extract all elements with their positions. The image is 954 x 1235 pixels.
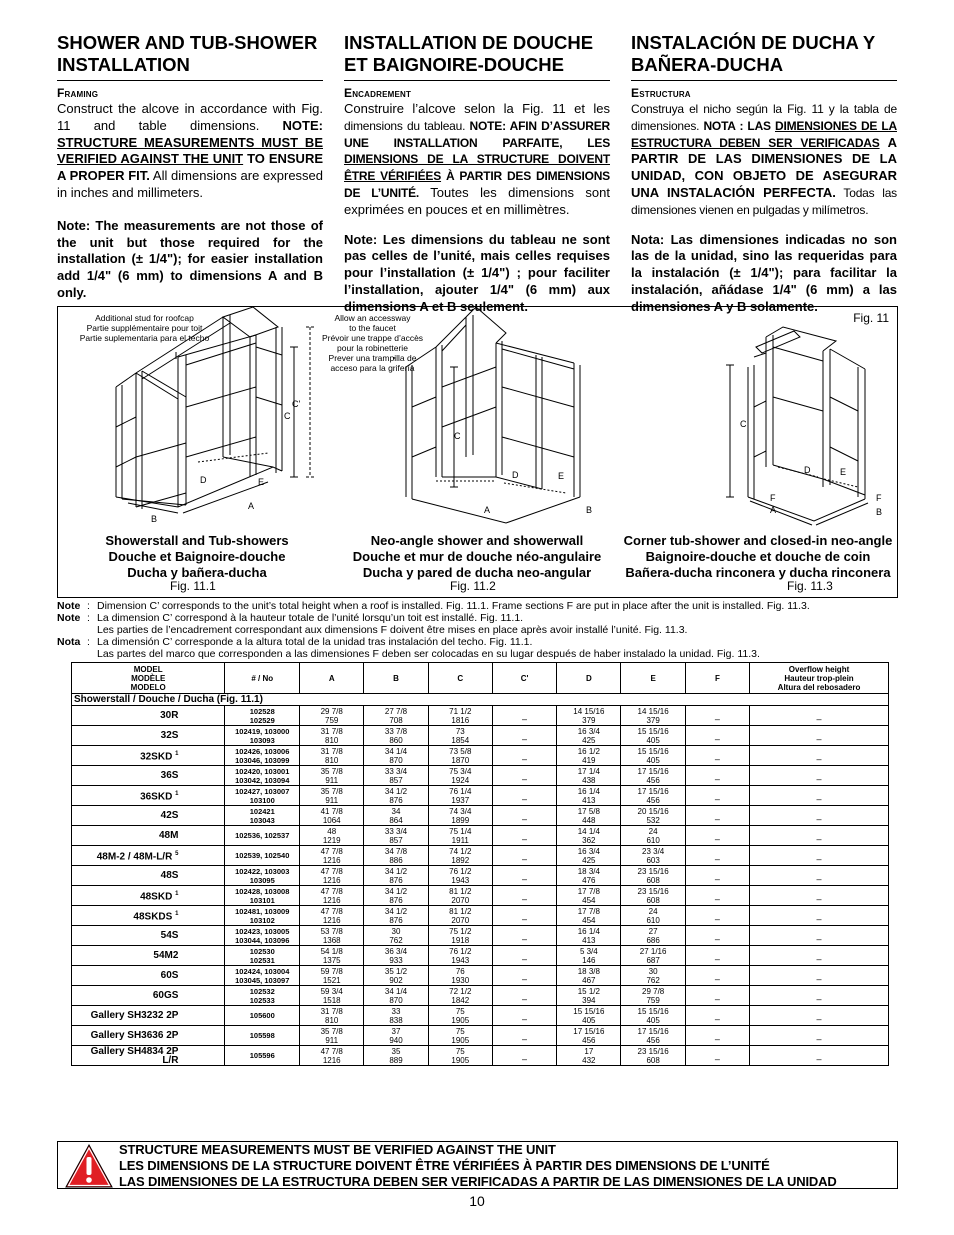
cell-e: 29 7/8 759 <box>621 986 685 1006</box>
cell-b: 34 1/4 870 <box>364 986 428 1006</box>
cell-c: 75 1/2 1918 <box>428 926 492 946</box>
cell-c-prime: – <box>492 806 556 826</box>
subhead-fr: Encadrement <box>344 86 412 100</box>
cell-d: 16 1/4 413 <box>557 786 621 806</box>
cell-c-prime: – <box>492 706 556 726</box>
cell-model: 36SKD $^1$ <box>72 786 225 806</box>
dim-label-d: D <box>512 470 519 480</box>
cell-c-prime: – <box>492 766 556 786</box>
cell-number: 102419, 103000 103093 <box>225 726 300 746</box>
subhead-es: Estructura <box>631 86 691 100</box>
cell-b: 34 1/2 876 <box>364 906 428 926</box>
header-c-prime: C' <box>492 663 556 694</box>
cell-e: 27 686 <box>621 926 685 946</box>
cell-c: 75 1905 <box>428 1046 492 1066</box>
cell-b: 33 3/4 857 <box>364 826 428 846</box>
cell-a: 35 7/8 911 <box>300 1026 364 1046</box>
cell-number: 102539, 102540 <box>225 846 300 866</box>
cell-f: – <box>685 706 749 726</box>
cell-overflow: – <box>750 966 889 986</box>
cell-c-prime: – <box>492 966 556 986</box>
cell-c-prime: – <box>492 946 556 966</box>
cell-overflow: – <box>750 746 889 766</box>
cell-a: 31 7/8 810 <box>300 1006 364 1026</box>
table-row <box>72 886 889 906</box>
dim-label-a: A <box>770 505 777 515</box>
cell-d: 16 3/4 425 <box>557 726 621 746</box>
cell-number: 102532 102533 <box>225 986 300 1006</box>
table-row <box>72 946 889 966</box>
cell-f: – <box>685 906 749 926</box>
cell-d: 15 1/2 394 <box>557 986 621 1006</box>
cell-overflow: – <box>750 1006 889 1026</box>
callout-roof-stud: Additional stud for roofcap Partie supplémentaire pour toit Partie suplementaria para el techo <box>79 313 210 343</box>
cell-overflow: – <box>750 866 889 886</box>
cell-model: 42S <box>72 806 225 826</box>
cell-a: 54 1/8 1375 <box>300 946 364 966</box>
cell-c: 75 1905 <box>428 1006 492 1026</box>
cell-d: 15 15/16 405 <box>557 1006 621 1026</box>
cell-model: 48S <box>72 866 225 886</box>
cell-b: 34 864 <box>364 806 428 826</box>
cell-e: 17 15/16 456 <box>621 1026 685 1046</box>
note-row: Note : Dimension C’ corresponds to the unit’s total height when a roof is installed. Fig. 11.1. Frame sections F are put in place after the unit is installed. Fig. 11.3. <box>57 600 810 612</box>
fig-ref-11-2: Fig. 11.2 <box>450 579 496 593</box>
figure-11-1 <box>58 307 336 597</box>
cell-f: – <box>685 946 749 966</box>
cell-e: 15 15/16 405 <box>621 1006 685 1026</box>
cell-a: 31 7/8 810 <box>300 726 364 746</box>
dimension-table <box>71 662 889 1066</box>
cell-d: 18 3/8 467 <box>557 966 621 986</box>
dim-label-d: D <box>804 465 811 475</box>
table-row <box>72 826 889 846</box>
fig-ref-11-3: Fig. 11.3 <box>787 579 833 593</box>
intro-columns <box>57 32 899 314</box>
table-header-row <box>72 663 889 694</box>
cell-overflow: – <box>750 946 889 966</box>
cell-number: 102422, 103003 103095 <box>225 866 300 886</box>
header-c: C <box>428 663 492 694</box>
cell-a: 47 7/8 1216 <box>300 906 364 926</box>
fig-ref-11-1: Fig. 11.1 <box>170 579 216 593</box>
cell-d: 17 15/16 456 <box>557 1026 621 1046</box>
paragraph-es: Construya el nicho según la Fig. 11 y la tabla de dimensiones. NOTA : LAS DIMENSIONES DE LA ESTRUCTURA DEBEN SER VERIFICADAS A PARTIR DE LAS DIMENSIONES DE LA UNIDAD, CON OBJETO DE ASEGURAR UNA INSTALACIÓN PERFECTA. Todas las dimensiones vienen en pulgadas y milímetros. <box>631 102 897 217</box>
cell-e: 17 15/16 456 <box>621 786 685 806</box>
header-a: A <box>300 663 364 694</box>
note-en: Note: The measurements are not those of the unit but those required for the installation (± 1/4"); for easier installation add 1/4" (6 mm) to dimensions A and B only. <box>57 217 323 300</box>
dim-label-e: E <box>258 477 265 487</box>
table-row <box>72 966 889 986</box>
cell-c-prime: – <box>492 826 556 846</box>
cell-number: 102426, 103006 103046, 103099 <box>225 746 300 766</box>
table-row <box>72 786 889 806</box>
cell-c: 75 1/4 1911 <box>428 826 492 846</box>
cell-d: 5 3/4 146 <box>557 946 621 966</box>
cell-number: 102536, 102537 <box>225 826 300 846</box>
table-section-row: Showerstall / Douche / Ducha (Fig. 11.1) <box>72 694 889 706</box>
cell-model: Gallery SH4834 2P L/R <box>72 1046 225 1066</box>
cell-a: 53 7/8 1368 <box>300 926 364 946</box>
cell-e: 27 1/16 687 <box>621 946 685 966</box>
note-row: Las partes del marco que corresponden a las dimensiones F deben ser colocadas en su lugar después de haber instalado la unidad. Fig. 11.3. <box>97 648 760 660</box>
dim-label-c: C <box>454 431 461 441</box>
cell-c: 81 1/2 2070 <box>428 906 492 926</box>
cell-c: 72 1/2 1842 <box>428 986 492 1006</box>
header-model: MODEL MODÈLE MODELO <box>72 663 225 694</box>
callout-faucet-access: Allow an accessway to the faucet Prévoir une trappe d’accès pour la robinetterie Prever una trampilla de acceso para la grifería <box>321 313 424 373</box>
cell-f: – <box>685 846 749 866</box>
cell-e: 24 610 <box>621 826 685 846</box>
cell-f: – <box>685 886 749 906</box>
dim-label-f-right: F <box>876 493 882 503</box>
cell-c-prime: – <box>492 846 556 866</box>
cell-number: 102420, 103001 103042, 103094 <box>225 766 300 786</box>
cell-c: 74 1/2 1892 <box>428 846 492 866</box>
cell-overflow: – <box>750 826 889 846</box>
cell-c: 76 1/2 1943 <box>428 946 492 966</box>
caption-11-1: Showerstall and Tub-showers Douche et Baignoire-douche Ducha y bañera-ducha <box>105 533 289 580</box>
table-row <box>72 806 889 826</box>
cell-a: 59 3/4 1518 <box>300 986 364 1006</box>
cell-f: – <box>685 986 749 1006</box>
cell-c-prime: – <box>492 1026 556 1046</box>
dim-label-d: D <box>200 475 207 485</box>
cell-c-prime: – <box>492 926 556 946</box>
cell-overflow: – <box>750 886 889 906</box>
cell-model: 36S <box>72 766 225 786</box>
column-english <box>57 32 323 302</box>
cell-model: 60GS <box>72 986 225 1006</box>
dim-label-c-prime: C' <box>292 399 301 409</box>
cell-c: 73 1854 <box>428 726 492 746</box>
cell-model: 54S <box>72 926 225 946</box>
note-fr: Note: Les dimensions du tableau ne sont pas celles de l’unité, mais celles requises pour l’installation (± 1/4") ; pour faciliter l’installation, ajouter 1/4" (6 mm) aux dimensions A et B seulement. <box>344 231 610 314</box>
paragraph-en: Construct the alcove in accordance with Fig. 11 and table dimensions. NOTE: STRUCTURE MEASUREMENTS MUST BE VERIFIED AGAINST THE UNIT TO ENSURE A PROPER FIT. All dimensions are expressed in inches and millimeters. <box>57 101 324 200</box>
cell-number: 102421 103043 <box>225 806 300 826</box>
header-number: # / No <box>225 663 300 694</box>
table-row <box>72 866 889 886</box>
framing-drawing-neo-angle <box>336 307 618 537</box>
cell-c-prime: – <box>492 886 556 906</box>
cell-number: 102427, 103007 103100 <box>225 786 300 806</box>
cell-model: 48SKDS $^1$ <box>72 906 225 926</box>
cell-a: 35 7/8 911 <box>300 786 364 806</box>
cell-overflow: – <box>750 926 889 946</box>
cell-b: 36 3/4 933 <box>364 946 428 966</box>
cell-c-prime: – <box>492 726 556 746</box>
cell-c: 75 1905 <box>428 1026 492 1046</box>
cell-f: – <box>685 966 749 986</box>
cell-model: Gallery SH3636 2P <box>72 1026 225 1046</box>
cell-c: 75 3/4 1924 <box>428 766 492 786</box>
dim-label-a: A <box>248 501 255 511</box>
cell-e: 24 610 <box>621 906 685 926</box>
cell-overflow: – <box>750 766 889 786</box>
cell-b: 30 762 <box>364 926 428 946</box>
cell-f: – <box>685 1026 749 1046</box>
cell-c-prime: – <box>492 1006 556 1026</box>
warning-triangle-icon <box>64 1143 114 1189</box>
cell-e: 15 15/16 405 <box>621 726 685 746</box>
cell-number: 105600 <box>225 1006 300 1026</box>
cell-f: – <box>685 726 749 746</box>
cell-number: 102428, 103008 103101 <box>225 886 300 906</box>
cell-number: 102530 102531 <box>225 946 300 966</box>
cell-a: 47 7/8 1216 <box>300 1046 364 1066</box>
cell-f: – <box>685 806 749 826</box>
cell-b: 35 1/2 902 <box>364 966 428 986</box>
cell-a: 29 7/8 759 <box>300 706 364 726</box>
figure-label: Fig. 11 <box>853 311 889 325</box>
page-number: 10 <box>469 1193 485 1209</box>
cell-overflow: – <box>750 726 889 746</box>
table-row <box>72 846 889 866</box>
figure-11-3 <box>618 307 898 597</box>
cell-e: 14 15/16 379 <box>621 706 685 726</box>
cell-model: 48SKD $^1$ <box>72 886 225 906</box>
cell-e: 23 3/4 603 <box>621 846 685 866</box>
cell-d: 17 1/4 438 <box>557 766 621 786</box>
header-e: E <box>621 663 685 694</box>
cell-model: 30R <box>72 706 225 726</box>
table-row <box>72 1046 889 1066</box>
note-row: Note : La dimension C’ correspond à la hauteur totale de l’unité lorsqu’un toit est installé. Fig. 11.1. <box>57 612 524 624</box>
cell-overflow: – <box>750 786 889 806</box>
cell-b: 35 889 <box>364 1046 428 1066</box>
dim-label-a: A <box>484 505 491 515</box>
cell-d: 17 7/8 454 <box>557 886 621 906</box>
cell-f: – <box>685 826 749 846</box>
dim-label-b: B <box>586 505 593 515</box>
cell-c: 74 3/4 1899 <box>428 806 492 826</box>
cell-e: 20 15/16 532 <box>621 806 685 826</box>
cell-model: Gallery SH3232 2P <box>72 1006 225 1026</box>
cell-overflow: – <box>750 706 889 726</box>
cell-a: 47 7/8 1216 <box>300 886 364 906</box>
table-row <box>72 1026 889 1046</box>
cell-e: 23 15/16 608 <box>621 1046 685 1066</box>
cell-model: 60S <box>72 966 225 986</box>
cell-b: 34 1/2 876 <box>364 866 428 886</box>
cell-f: – <box>685 766 749 786</box>
section-title-en: SHOWER AND TUB-SHOWER INSTALLATION <box>57 32 323 81</box>
cell-number: 102481, 103009 103102 <box>225 906 300 926</box>
column-spanish <box>631 32 897 316</box>
caption-11-3: Corner tub-shower and closed-in neo-angle Baignoire-douche et douche de coin Bañera-ducha rinconera y ducha rinconera <box>623 533 893 580</box>
cell-model: 48M <box>72 826 225 846</box>
cell-c: 71 1/2 1816 <box>428 706 492 726</box>
cell-a: 35 7/8 911 <box>300 766 364 786</box>
dim-label-e: E <box>558 471 565 481</box>
cell-a: 59 7/8 1521 <box>300 966 364 986</box>
cell-a: 47 7/8 1216 <box>300 846 364 866</box>
cell-b: 34 1/2 876 <box>364 786 428 806</box>
cell-overflow: – <box>750 986 889 1006</box>
figure-notes <box>57 600 899 660</box>
cell-d: 14 1/4 362 <box>557 826 621 846</box>
cell-f: – <box>685 786 749 806</box>
header-f: F <box>685 663 749 694</box>
table-row <box>72 706 889 726</box>
header-overflow: Overflow height Hauteur trop-plein Altura del rebosadero <box>750 663 889 694</box>
header-d: D <box>557 663 621 694</box>
table-row <box>72 906 889 926</box>
cell-b: 33 7/8 860 <box>364 726 428 746</box>
cell-number: 105596 <box>225 1046 300 1066</box>
cell-b: 34 7/8 886 <box>364 846 428 866</box>
paragraph-fr: Construire l’alcove selon la Fig. 11 et les dimensions du tableau. NOTE: AFIN D’ASSURER UNE INSTALLATION PARFAITE, LES DIMENSIONS DE LA STRUCTURE DOIVENT ÊTRE VÉRIFIÉES À PARTIR DES DIMENSIONS DE L’UNITÉ. Toutes les dimensions sont exprimées en pouces et en millimètres. <box>344 101 611 217</box>
subhead-en: Framing <box>57 86 99 100</box>
cell-model: 48M-2 / 48M-L/R $^5$ <box>72 846 225 866</box>
table-row <box>72 726 889 746</box>
cell-d: 17 432 <box>557 1046 621 1066</box>
cell-a: 31 7/8 810 <box>300 746 364 766</box>
table-row <box>72 926 889 946</box>
cell-overflow: – <box>750 1026 889 1046</box>
cell-f: – <box>685 1046 749 1066</box>
cell-c-prime: – <box>492 906 556 926</box>
cell-b: 37 940 <box>364 1026 428 1046</box>
cell-model: 54M2 <box>72 946 225 966</box>
caption-11-2: Neo-angle shower and showerwall Douche et mur de douche néo-angulaire Ducha y pared de ducha neo-angular <box>352 533 602 580</box>
framing-drawing-corner <box>618 307 898 537</box>
note-es: Nota: Las dimensiones indicadas no son las de la unidad, sino las requeridas para la instalación (± 1/4"); para facilitar la instalación, añádase 1/4" (6 mm) a las dimensiones A y B solamente. <box>631 231 897 314</box>
dim-label-c: C <box>284 411 291 421</box>
column-french <box>344 32 610 316</box>
cell-c: 73 5/8 1870 <box>428 746 492 766</box>
cell-c: 76 1/4 1937 <box>428 786 492 806</box>
cell-d: 16 1/2 419 <box>557 746 621 766</box>
cell-c: 81 1/2 2070 <box>428 886 492 906</box>
cell-c: 76 1/2 1943 <box>428 866 492 886</box>
cell-c-prime: – <box>492 866 556 886</box>
table-row <box>72 986 889 1006</box>
dim-label-f-left: F <box>770 493 776 503</box>
dim-label-b: B <box>876 507 883 517</box>
cell-number: 102528 102529 <box>225 706 300 726</box>
warning-box <box>57 1141 898 1189</box>
cell-e: 23 15/16 608 <box>621 866 685 886</box>
cell-f: – <box>685 926 749 946</box>
cell-d: 16 1/4 413 <box>557 926 621 946</box>
table-row <box>72 1006 889 1026</box>
cell-number: 102424, 103004 103045, 103097 <box>225 966 300 986</box>
dim-label-b: B <box>151 514 158 524</box>
cell-f: – <box>685 866 749 886</box>
cell-b: 34 1/2 876 <box>364 886 428 906</box>
cell-a: 48 1219 <box>300 826 364 846</box>
cell-model: 32S <box>72 726 225 746</box>
cell-d: 17 5/8 448 <box>557 806 621 826</box>
cell-overflow: – <box>750 806 889 826</box>
cell-f: – <box>685 1006 749 1026</box>
cell-d: 16 3/4 425 <box>557 846 621 866</box>
cell-d: 14 15/16 379 <box>557 706 621 726</box>
dim-label-e: E <box>840 467 847 477</box>
figure-11-2 <box>321 307 618 597</box>
cell-e: 23 15/16 608 <box>621 886 685 906</box>
cell-b: 34 1/4 870 <box>364 746 428 766</box>
cell-f: – <box>685 746 749 766</box>
cell-b: 33 838 <box>364 1006 428 1026</box>
cell-e: 17 15/16 456 <box>621 766 685 786</box>
warning-text: STRUCTURE MEASUREMENTS MUST BE VERIFIED AGAINST THE UNIT LES DIMENSIONS DE LA STRUCTURE DOIVENT ÊTRE VÉRIFIÉES À PARTIR DES DIMENSIONS DE L’UNITÉ LAS DIMENSIONES DE LA ESTRUCTURA DEBEN SER VERIFICADAS A PARTIR DE LAS DIMENSIONES DE LA UNIDAD <box>119 1142 837 1189</box>
cell-model: 32SKD $^1$ <box>72 746 225 766</box>
table-row <box>72 766 889 786</box>
dim-label-c: C <box>740 419 747 429</box>
figure-11-box <box>57 306 898 598</box>
cell-c-prime: – <box>492 786 556 806</box>
framing-drawing-alcove <box>58 307 336 537</box>
cell-number: 105598 <box>225 1026 300 1046</box>
header-b: B <box>364 663 428 694</box>
cell-overflow: – <box>750 906 889 926</box>
cell-overflow: – <box>750 1046 889 1066</box>
cell-number: 102423, 103005 103044, 103096 <box>225 926 300 946</box>
cell-b: 27 7/8 708 <box>364 706 428 726</box>
cell-d: 17 7/8 454 <box>557 906 621 926</box>
note-row: Les parties de l’encadrement correspondant aux dimensions F doivent être mises en place après avoir installé l’unité. Fig. 11.3. <box>97 624 688 636</box>
note-row: Nota : La dimensión C’ corresponde a la altura total de la unidad tras instalación del techo. Fig. 11.1. <box>57 636 533 648</box>
cell-c-prime: – <box>492 986 556 1006</box>
cell-overflow: – <box>750 846 889 866</box>
cell-a: 41 7/8 1064 <box>300 806 364 826</box>
section-title-es: INSTALACIÓN DE DUCHA Y BAÑERA-DUCHA <box>631 32 897 81</box>
cell-c: 76 1930 <box>428 966 492 986</box>
cell-d: 18 3/4 476 <box>557 866 621 886</box>
section-title-fr: INSTALLATION DE DOUCHE ET BAIGNOIRE-DOUCHE <box>344 32 610 81</box>
cell-e: 30 762 <box>621 966 685 986</box>
table-row <box>72 746 889 766</box>
cell-a: 47 7/8 1216 <box>300 866 364 886</box>
cell-c-prime: – <box>492 746 556 766</box>
cell-e: 15 15/16 405 <box>621 746 685 766</box>
cell-b: 33 3/4 857 <box>364 766 428 786</box>
cell-c-prime: – <box>492 1046 556 1066</box>
